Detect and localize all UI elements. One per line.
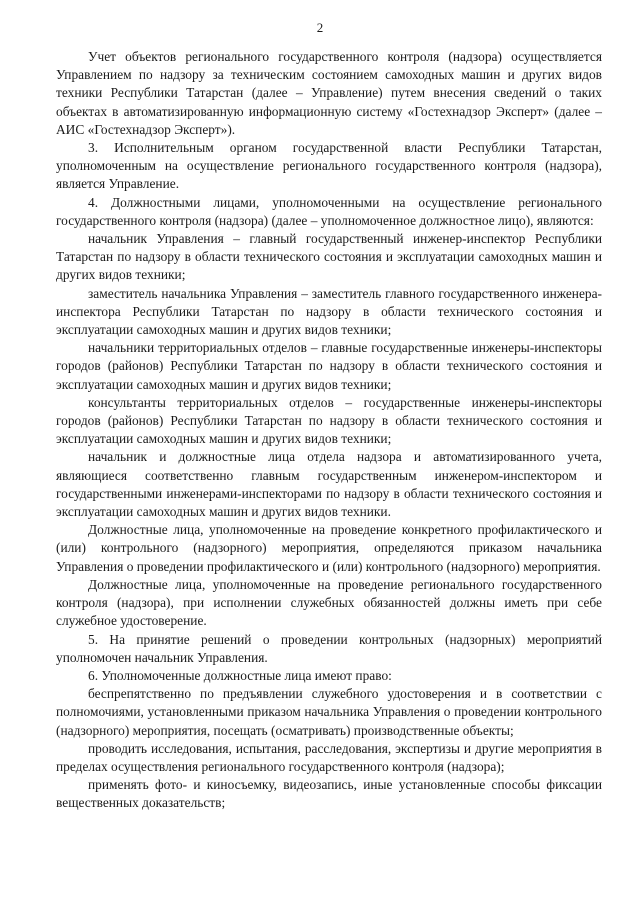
list-item-territorial-consultants: консультанты территориальных отделов – государственные инженеры-инспекторы городов (районов) Республики Татарстан по надзору в области технического состояния и эксплуатации самоходных машин и других видов техники;	[56, 394, 602, 447]
list-item-supervision-department: начальник и должностные лица отдела надзора и автоматизированного учета, являющиеся соответственно главным государственным инженером-инспектором и государственными инженерами-инспекторами по надзору в области технического состояния и эксплуатации самоходных машин и других видов техники.	[56, 449, 602, 520]
list-item-head: начальник Управления – главный государственный инженер-инспектор Республики Татарстан по надзору в области технического состояния и эксплуатации самоходных машин и других видов техники;	[56, 231, 602, 283]
document-body	[56, 48, 602, 813]
right-item-photo-video: применять фото- и киносъемку, видеозапись, иные установленные способы фиксации вещественных доказательств;	[56, 777, 602, 811]
paragraph-accounting: Учет объектов регионального государственного контроля (надзора) осуществляется Управлением по надзору за техническим состоянием самоходных машин и других видов техники Республики Татарстан (далее – Управление) путем внесения сведений о таких объектах в автоматизированную информационную систему «Гостехнадзор Эксперт» (далее – АИС «Гостехнадзор Эксперт»).	[56, 49, 602, 137]
right-item-conduct-research: проводить исследования, испытания, расследования, экспертизы и другие мероприятия в пределах осуществления регионального государственного контроля (надзора);	[56, 740, 602, 774]
paragraph-5-decisions: 5. На принятие решений о проведении контрольных (надзорных) мероприятий уполномочен начальник Управления.	[56, 631, 602, 665]
paragraph-6-rights: 6. Уполномоченные должностные лица имеют право:	[88, 667, 392, 683]
page-number: 2	[316, 20, 324, 35]
paragraph-service-certificate: Должностные лица, уполномоченные на проведение регионального государственного контроля (надзора), при исполнении служебных обязанностей должны иметь при себе служебное удостоверение.	[56, 576, 602, 629]
paragraph-4-officials: 4. Должностными лицами, уполномоченными на осуществление регионального государственного контроля (надзора) (далее – уполномоченное должностное лицо), являются:	[56, 194, 602, 228]
paragraph-authorized-officials: Должностные лица, уполномоченные на проведение конкретного профилактического и (или) контрольного (надзорного) мероприятия, определяются приказом начальника Управления о проведении профилактического и (или) контрольного (надзорного) мероприятия.	[56, 522, 602, 574]
paragraph-3-executive-body: 3. Исполнительным органом государственной власти Республики Татарстан, уполномоченным на осуществление регионального государственного контроля (надзора), является Управление.	[56, 140, 602, 192]
list-item-deputy-head: заместитель начальника Управления – заместитель главного государственного инженера-инспектора Республики Татарстан по надзору в области технического состояния и эксплуатации самоходных машин и других видов техники;	[56, 285, 602, 338]
right-item-visit-objects: беспрепятственно по предъявлении служебного удостоверения и в соответствии с полномочиями, установленными приказом начальника Управления о проведении контрольного (надзорного) мероприятия, посещать (осматривать) производственные объекты;	[56, 686, 602, 738]
list-item-territorial-heads: начальники территориальных отделов – главные государственные инженеры-инспекторы городов (районов) Республики Татарстан по надзору в области технического состояния и эксплуатации самоходных машин и других видов техники;	[56, 340, 602, 392]
